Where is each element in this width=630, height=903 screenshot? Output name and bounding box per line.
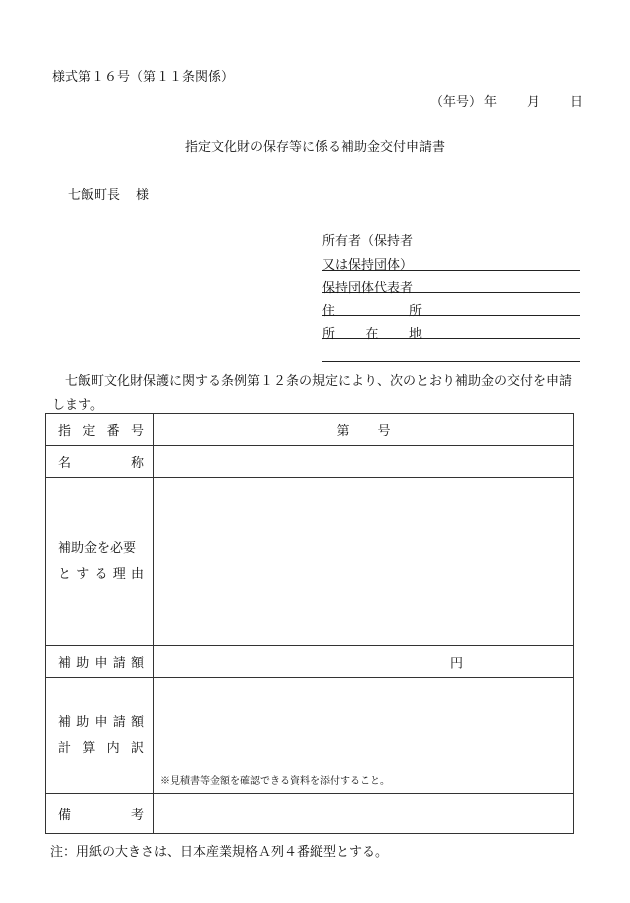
table-row [46,446,574,478]
breakdown-label: 補 助 申 請 額 計 算 内 訳 [46,678,154,794]
paper-size-footnote: 注：用紙の大きさは、日本産業規格Ａ列４番縦型とする。 [50,845,389,860]
amount-value-cell[interactable] [154,646,574,678]
addressee [68,184,149,203]
name-label: 名 称 [46,446,154,478]
document-title: 指定文化財の保存等に係る補助金交付申請書 [184,140,445,155]
application-statement: 七飯町文化財保護に関する条例第１２条の規定により、次のとおり補助金の交付を申請します。 [52,374,573,413]
remarks-label: 備 考 [46,794,154,834]
owner-label-line2: 又は保持団体） [322,258,414,273]
representative-label: 保持団体代表者 [322,281,414,296]
designation-label: 指 定 番 号 [46,414,154,446]
date-day: 日 [570,95,584,110]
designation-suffix: 号 [377,424,391,439]
table-row [46,794,574,834]
addressee-honorific: 様 [136,188,150,203]
reason-value-cell[interactable] [154,478,574,646]
attachment-note: ※見積書等金額を確認できる資料を添付すること。 [160,776,390,787]
date-month: 月 [527,95,541,110]
owner-label-line1: 所有者（保持者 [322,234,414,249]
date-year: 年 [484,95,498,110]
table-row [46,678,574,794]
applicant-block [322,230,580,340]
table-row [46,646,574,678]
amount-label: 補 助 申 請 額 [46,646,154,678]
table-row [46,414,574,446]
breakdown-value-cell[interactable] [154,678,574,794]
underline [322,341,580,362]
yen-unit: 円 [450,656,464,671]
table-row [46,478,574,646]
application-table [45,413,574,834]
date-era: （年号） [430,95,483,110]
date-line [430,91,583,110]
form-number: 様式第１６号（第１１条関係） [52,70,235,85]
designation-value-cell[interactable] [154,414,574,446]
remarks-value-cell[interactable] [154,794,574,834]
addressee-name: 七飯町長 [68,188,121,203]
address-label: 住 所 [322,304,422,319]
reason-label: 補助金を必要 と す る 理 由 [46,478,154,646]
location-label: 所 在 地 [322,327,422,342]
designation-prefix: 第 [336,424,350,439]
name-value-cell[interactable] [154,446,574,478]
